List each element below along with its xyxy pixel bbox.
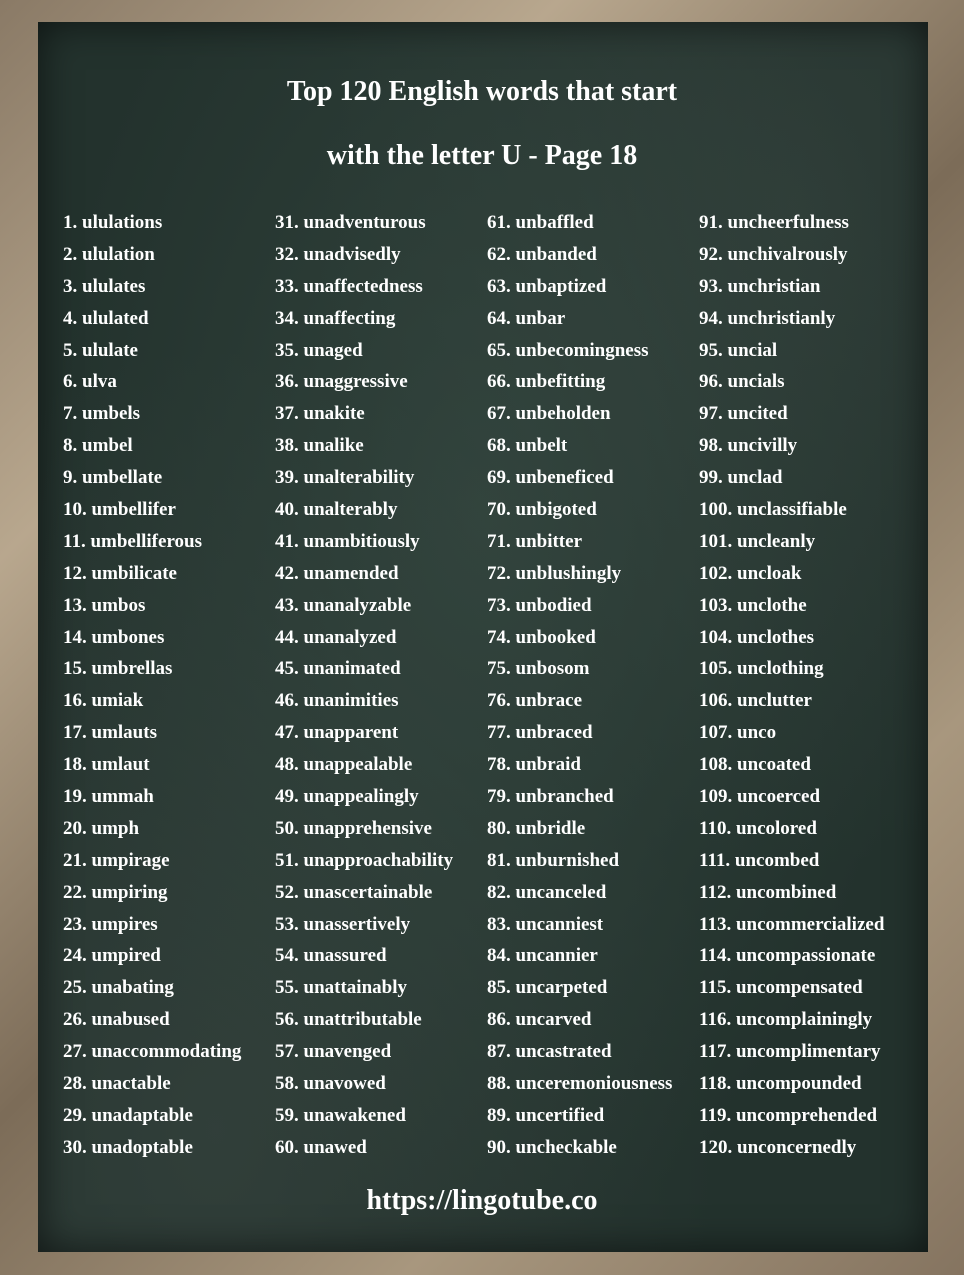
word-list-item: 111. uncombed <box>699 849 820 871</box>
word-list-item: 42. unamended <box>275 562 399 584</box>
word-list-item: 78. unbraid <box>487 754 581 776</box>
word-list-item: 34. unaffecting <box>275 307 396 329</box>
word-list-item: 108. uncoated <box>699 754 811 776</box>
word-list-item: 14. umbones <box>63 626 165 648</box>
word-list-item: 84. uncannier <box>487 945 598 967</box>
word-list-item: 69. unbeneficed <box>487 467 614 489</box>
word-list-item: 87. uncastrated <box>487 1041 612 1063</box>
word-list-item: 55. unattainably <box>275 977 407 999</box>
word-list-item: 53. unassertively <box>275 913 411 935</box>
word-list-item: 40. unalterably <box>275 499 398 521</box>
word-list-item: 68. unbelt <box>487 435 568 457</box>
word-list-item: 36. unaggressive <box>275 371 408 393</box>
word-list-item: 19. ummah <box>63 786 154 808</box>
word-list-item: 57. unavenged <box>275 1041 392 1063</box>
word-list-item: 100. unclassifiable <box>699 499 847 521</box>
word-list-item: 89. uncertified <box>487 1104 605 1126</box>
word-list-item: 48. unappealable <box>275 754 413 776</box>
word-list-item: 56. unattributable <box>275 1009 422 1031</box>
word-list-item: 25. unabating <box>63 977 174 999</box>
word-list-item: 105. unclothing <box>699 658 824 680</box>
word-list-item: 47. unapparent <box>275 722 399 744</box>
word-list-item: 67. unbeholden <box>487 403 611 425</box>
word-list-item: 2. ululation <box>63 243 155 265</box>
word-list-item: 79. unbranched <box>487 786 614 808</box>
word-list-item: 106. unclutter <box>699 690 812 712</box>
word-list-item: 51. unapproachability <box>275 849 454 871</box>
word-list-item: 117. uncomplimentary <box>699 1041 881 1063</box>
word-list-item: 9. umbellate <box>63 467 163 489</box>
word-list-item: 88. unceremoniousness <box>487 1073 673 1095</box>
word-list-item: 102. uncloak <box>699 562 802 584</box>
word-list-item: 64. unbar <box>487 307 566 329</box>
word-list-item: 93. unchristian <box>699 275 821 297</box>
word-list-item: 76. unbrace <box>487 690 582 712</box>
word-list-item: 23. umpires <box>63 913 158 935</box>
word-list-item: 114. uncompassionate <box>699 945 876 967</box>
word-list-item: 17. umlauts <box>63 722 157 744</box>
word-list-item: 83. uncanniest <box>487 913 604 935</box>
word-list-item: 41. unambitiously <box>275 530 420 552</box>
word-column-2 <box>275 207 453 1164</box>
word-list-item: 28. unactable <box>63 1073 171 1095</box>
word-list-item: 94. unchristianly <box>699 307 836 329</box>
word-list-item: 8. umbel <box>63 435 133 457</box>
word-list-item: 50. unapprehensive <box>275 817 432 839</box>
word-list-item: 44. unanalyzed <box>275 626 397 648</box>
word-list-item: 18. umlaut <box>63 754 150 776</box>
word-list-item: 65. unbecomingness <box>487 339 649 361</box>
word-list-item: 95. uncial <box>699 339 778 361</box>
word-list-item: 24. umpired <box>63 945 161 967</box>
word-list-item: 60. unawed <box>275 1136 367 1158</box>
word-list-item: 46. unanimities <box>275 690 399 712</box>
word-list-item: 7. umbels <box>63 403 141 425</box>
word-list-item: 120. unconcernedly <box>699 1136 857 1158</box>
word-list-item: 26. unabused <box>63 1009 170 1031</box>
word-list-item: 82. uncanceled <box>487 881 607 903</box>
word-list-item: 11. umbelliferous <box>63 530 202 552</box>
word-list-item: 62. unbanded <box>487 243 597 265</box>
word-list-item: 72. unblushingly <box>487 562 622 584</box>
word-list-item: 52. unascertainable <box>275 881 433 903</box>
word-list-item: 6. ulva <box>63 371 117 393</box>
word-list-item: 43. unanalyzable <box>275 594 412 616</box>
word-column-4 <box>699 207 884 1164</box>
word-list-item: 59. unawakened <box>275 1104 406 1126</box>
word-list-item: 38. unalike <box>275 435 364 457</box>
word-list-item: 31. unadventurous <box>275 212 426 233</box>
word-list-item: 32. unadvisedly <box>275 243 401 265</box>
word-list-item: 33. unaffectedness <box>275 275 423 297</box>
word-list-item: 22. umpiring <box>63 881 168 903</box>
word-list-item: 27. unaccommodating <box>63 1041 242 1063</box>
word-list-item: 29. unadaptable <box>63 1104 193 1126</box>
word-list-item: 110. uncolored <box>699 817 817 839</box>
word-list-item: 77. unbraced <box>487 722 593 744</box>
footer-url[interactable]: https://lingotube.co <box>366 1185 598 1216</box>
word-list-item: 80. unbridle <box>487 817 586 839</box>
word-list-item: 20. umph <box>63 817 140 839</box>
word-list-item: 90. uncheckable <box>487 1136 617 1158</box>
word-list-item: 61. unbaffled <box>487 212 594 233</box>
word-list-item: 81. unburnished <box>487 849 620 871</box>
word-list-item: 4. ululated <box>63 307 149 329</box>
word-list-item: 3. ululates <box>63 275 146 297</box>
word-list-item: 112. uncombined <box>699 881 837 903</box>
word-list-item: 115. uncompensated <box>699 977 863 999</box>
word-list-item: 16. umiak <box>63 690 144 712</box>
word-list-item: 66. unbefitting <box>487 371 606 393</box>
word-list-item: 116. uncomplainingly <box>699 1009 873 1031</box>
word-list-item: 21. umpirage <box>63 849 170 871</box>
word-column-1 <box>63 207 241 1164</box>
word-list-item: 107. unco <box>699 722 777 744</box>
word-list-item: 15. umbrellas <box>63 658 173 680</box>
word-list-item: 1. ululations <box>63 212 163 233</box>
word-list-item: 101. uncleanly <box>699 530 816 552</box>
word-list-item: 54. unassured <box>275 945 387 967</box>
word-list-item: 103. unclothe <box>699 594 807 616</box>
word-list-item: 35. unaged <box>275 339 363 361</box>
word-list-item: 99. unclad <box>699 467 783 489</box>
word-column-3 <box>487 207 672 1164</box>
word-list-item: 119. uncomprehended <box>699 1104 878 1126</box>
word-list-item: 39. unalterability <box>275 467 415 489</box>
word-list-item: 71. unbitter <box>487 530 582 552</box>
word-list-item: 12. umbilicate <box>63 562 177 584</box>
word-list-item: 45. unanimated <box>275 658 401 680</box>
word-list-item: 5. ululate <box>63 339 138 361</box>
word-list-item: 92. unchivalrously <box>699 243 848 265</box>
page-title-line-1: Top 120 English words that start <box>286 76 678 107</box>
word-list-item: 74. unbooked <box>487 626 596 648</box>
word-list-item: 118. uncompounded <box>699 1073 862 1095</box>
word-list-item: 10. umbellifer <box>63 499 176 521</box>
word-list-item: 70. unbigoted <box>487 499 597 521</box>
word-list-item: 37. unakite <box>275 403 365 425</box>
word-list-item: 85. uncarpeted <box>487 977 608 999</box>
word-list-item: 58. unavowed <box>275 1073 386 1095</box>
word-list-item: 113. uncommercialized <box>699 913 885 935</box>
word-list-item: 98. uncivilly <box>699 435 798 457</box>
word-list-item: 13. umbos <box>63 594 146 616</box>
word-list-item: 97. uncited <box>699 403 788 425</box>
word-list-item: 91. uncheerfulness <box>699 212 849 233</box>
word-list-item: 30. unadoptable <box>63 1136 193 1158</box>
page-title-line-2: with the letter U - Page 18 <box>326 140 638 171</box>
word-list-item: 49. unappealingly <box>275 786 419 808</box>
word-list-item: 109. uncoerced <box>699 786 821 808</box>
word-list-item: 73. unbodied <box>487 594 592 616</box>
word-list-item: 63. unbaptized <box>487 275 607 297</box>
word-list-item: 104. unclothes <box>699 626 815 648</box>
word-list-item: 75. unbosom <box>487 658 590 680</box>
word-list-item: 86. uncarved <box>487 1009 592 1031</box>
word-list-item: 96. uncials <box>699 371 785 393</box>
